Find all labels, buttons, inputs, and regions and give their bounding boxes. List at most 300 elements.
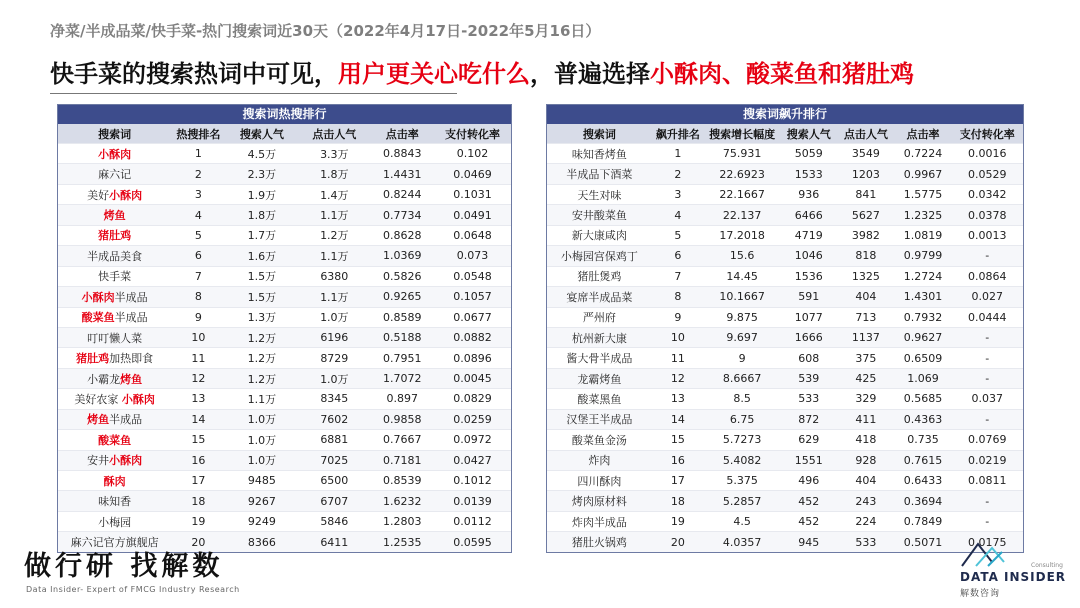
- search-popularity-cell: 6466: [780, 205, 837, 225]
- hot-rank-cell: 6: [171, 246, 225, 266]
- click-popularity-cell: 7025: [298, 450, 370, 470]
- search-term-cell: 汉堡王半成品: [547, 409, 652, 429]
- conversion-rate-cell: 0.0016: [952, 144, 1023, 164]
- search-term-cell: 四川酥肉: [547, 471, 652, 491]
- search-popularity-cell: 2.3万: [226, 164, 298, 184]
- table-row: [547, 164, 1023, 184]
- table-row: [547, 307, 1023, 327]
- conversion-rate-cell: 0.0972: [434, 430, 511, 450]
- click-rate-cell: 0.7181: [371, 450, 434, 470]
- search-term-text: 小梅园: [98, 515, 132, 529]
- table-row: [547, 368, 1023, 388]
- search-term-highlight: 小酥肉: [109, 188, 143, 202]
- search-growth-cell: 75.931: [704, 144, 780, 164]
- click-rate-cell: 0.3694: [894, 491, 951, 511]
- hot-rank-cell: 3: [171, 184, 225, 204]
- table-row: [547, 430, 1023, 450]
- conversion-rate-cell: -: [952, 348, 1023, 368]
- search-popularity-cell: 1.0万: [226, 430, 298, 450]
- conversion-rate-cell: 0.0342: [952, 184, 1023, 204]
- search-term-highlight: 烤鱼: [103, 209, 126, 223]
- conversion-rate-cell: 0.0829: [434, 389, 511, 409]
- hot-rank-cell: 1: [171, 144, 225, 164]
- click-rate-cell: 0.8244: [371, 184, 434, 204]
- click-rate-cell: 0.9627: [894, 327, 951, 347]
- table-row: [58, 389, 511, 409]
- headline-highlight-2: 小酥肉、酸菜鱼和猪肚鸡: [650, 60, 914, 88]
- click-popularity-cell: 5627: [837, 205, 894, 225]
- click-popularity-cell: 375: [837, 348, 894, 368]
- click-rate-cell: 1.4431: [371, 164, 434, 184]
- table-row: [58, 368, 511, 388]
- click-rate-cell: 1.2325: [894, 205, 951, 225]
- search-term-cell: 炸肉: [547, 450, 652, 470]
- click-rate-cell: 0.897: [371, 389, 434, 409]
- conversion-rate-cell: 0.027: [952, 287, 1023, 307]
- search-growth-cell: 8.5: [704, 389, 780, 409]
- search-term-cell: [58, 511, 171, 531]
- search-popularity-cell: 936: [780, 184, 837, 204]
- search-popularity-cell: 1.7万: [226, 225, 298, 245]
- search-popularity-cell: 1.5万: [226, 287, 298, 307]
- rise-rank-cell: 15: [652, 430, 704, 450]
- click-popularity-cell: 1.0万: [298, 307, 370, 327]
- search-term-cell: [58, 287, 171, 307]
- search-term-highlight: 酸菜鱼: [81, 311, 115, 325]
- search-popularity-cell: 533: [780, 389, 837, 409]
- hot-rank-cell: 20: [171, 532, 225, 552]
- click-popularity-cell: 1.1万: [298, 246, 370, 266]
- rise-rank-cell: 17: [652, 471, 704, 491]
- click-popularity-cell: 404: [837, 471, 894, 491]
- rise-rank-cell: 5: [652, 225, 704, 245]
- search-growth-cell: 6.75: [704, 409, 780, 429]
- col-header-growth: 搜索增长幅度: [704, 124, 780, 144]
- conversion-rate-cell: 0.0896: [434, 348, 511, 368]
- conversion-rate-cell: -: [952, 409, 1023, 429]
- table-row: [58, 205, 511, 225]
- click-popularity-cell: 411: [837, 409, 894, 429]
- click-rate-cell: 0.7932: [894, 307, 951, 327]
- search-popularity-cell: 452: [780, 491, 837, 511]
- hot-rank-cell: 5: [171, 225, 225, 245]
- conversion-rate-cell: 0.0648: [434, 225, 511, 245]
- search-term-suffix: 半成品: [114, 311, 148, 325]
- rise-rank-cell: 7: [652, 266, 704, 286]
- conversion-rate-cell: 0.0427: [434, 450, 511, 470]
- search-term-text: 小霸龙: [87, 372, 121, 386]
- click-rate-cell: 0.7849: [894, 511, 951, 531]
- rise-rank-cell: 8: [652, 287, 704, 307]
- search-growth-cell: 14.45: [704, 266, 780, 286]
- click-rate-cell: 0.9799: [894, 246, 951, 266]
- click-popularity-cell: 1.2万: [298, 225, 370, 245]
- conversion-rate-cell: 0.1012: [434, 471, 511, 491]
- search-popularity-cell: 1.2万: [226, 368, 298, 388]
- search-popularity-cell: 539: [780, 368, 837, 388]
- search-popularity-cell: 1046: [780, 246, 837, 266]
- search-term-cell: 酸菜黑鱼: [547, 389, 652, 409]
- conversion-rate-cell: 0.0175: [952, 532, 1023, 552]
- headline-part3: ，普遍选择: [530, 60, 650, 88]
- search-popularity-cell: 496: [780, 471, 837, 491]
- search-growth-cell: 22.6923: [704, 164, 780, 184]
- search-term-highlight: 酥肉: [103, 474, 126, 488]
- table-row: [58, 287, 511, 307]
- table-row: [547, 266, 1023, 286]
- headline-underline: [50, 93, 457, 94]
- click-popularity-cell: 1.8万: [298, 164, 370, 184]
- search-growth-cell: 8.6667: [704, 368, 780, 388]
- table-row: [547, 491, 1023, 511]
- hot-rank-cell: 16: [171, 450, 225, 470]
- table-row: [547, 225, 1023, 245]
- conversion-rate-cell: -: [952, 368, 1023, 388]
- hot-rank-cell: 4: [171, 205, 225, 225]
- conversion-rate-cell: 0.0013: [952, 225, 1023, 245]
- col-header-search: 搜索人气: [780, 124, 837, 144]
- hot-rank-cell: 2: [171, 164, 225, 184]
- search-term-highlight: 猪肚鸡: [98, 229, 132, 243]
- search-growth-cell: 9.875: [704, 307, 780, 327]
- hot-rank-cell: 18: [171, 491, 225, 511]
- hot-rank-cell: 9: [171, 307, 225, 327]
- search-term-text: 麻六记官方旗舰店: [70, 536, 159, 550]
- search-term-cell: 宴席半成品菜: [547, 287, 652, 307]
- search-term-cell: [58, 266, 171, 286]
- table-row: [58, 144, 511, 164]
- click-rate-cell: 1.5775: [894, 184, 951, 204]
- search-term-highlight: 烤鱼: [120, 372, 143, 386]
- conversion-rate-cell: 0.0769: [952, 430, 1023, 450]
- hot-rank-cell: 10: [171, 327, 225, 347]
- conversion-rate-cell: -: [952, 327, 1023, 347]
- click-popularity-cell: 533: [837, 532, 894, 552]
- search-popularity-cell: 1.6万: [226, 246, 298, 266]
- hot-rank-cell: 19: [171, 511, 225, 531]
- click-popularity-cell: 7602: [298, 409, 370, 429]
- table-row: [58, 430, 511, 450]
- conversion-rate-cell: -: [952, 511, 1023, 531]
- rise-rank-cell: 14: [652, 409, 704, 429]
- search-term-text: 味知香: [98, 495, 132, 509]
- search-term-cell: 味知香烤鱼: [547, 144, 652, 164]
- click-rate-cell: 0.7951: [371, 348, 434, 368]
- search-term-highlight: 小酥肉: [121, 392, 155, 406]
- search-popularity-cell: 9485: [226, 471, 298, 491]
- search-term-highlight: 烤鱼: [87, 413, 110, 427]
- search-popularity-cell: 945: [780, 532, 837, 552]
- table-row: [547, 246, 1023, 266]
- search-term-cell: 烤肉原材料: [547, 491, 652, 511]
- search-popularity-cell: 452: [780, 511, 837, 531]
- click-rate-cell: 0.6509: [894, 348, 951, 368]
- search-term-cell: 酸菜鱼金汤: [547, 430, 652, 450]
- table-row: [58, 266, 511, 286]
- headline: [50, 54, 914, 89]
- table-row: [547, 205, 1023, 225]
- search-term-cell: [58, 225, 171, 245]
- search-growth-cell: 22.137: [704, 205, 780, 225]
- search-term-cell: [58, 164, 171, 184]
- click-popularity-cell: 418: [837, 430, 894, 450]
- table-row: [58, 327, 511, 347]
- conversion-rate-cell: 0.0219: [952, 450, 1023, 470]
- search-term-suffix: 半成品: [114, 290, 148, 304]
- hot-rank-cell: 12: [171, 368, 225, 388]
- search-growth-cell: 17.2018: [704, 225, 780, 245]
- search-term-suffix: 加热即食: [109, 352, 154, 366]
- click-popularity-cell: 6707: [298, 491, 370, 511]
- rise-rank-cell: 20: [652, 532, 704, 552]
- search-term-cell: [58, 389, 171, 409]
- click-popularity-cell: 3.3万: [298, 144, 370, 164]
- search-popularity-cell: 1.2万: [226, 348, 298, 368]
- table-row: [58, 511, 511, 531]
- click-popularity-cell: 1.4万: [298, 184, 370, 204]
- search-popularity-cell: 1.3万: [226, 307, 298, 327]
- conversion-rate-cell: 0.0469: [434, 164, 511, 184]
- col-header-click: 点击人气: [837, 124, 894, 144]
- click-popularity-cell: 841: [837, 184, 894, 204]
- search-term-text: 麻六记: [98, 168, 132, 182]
- search-popularity-cell: 1536: [780, 266, 837, 286]
- click-rate-cell: 0.8589: [371, 307, 434, 327]
- click-rate-cell: 1.0819: [894, 225, 951, 245]
- table-row: [547, 184, 1023, 204]
- click-rate-cell: 1.2803: [371, 511, 434, 531]
- click-rate-cell: 0.8843: [371, 144, 434, 164]
- click-popularity-cell: 1137: [837, 327, 894, 347]
- click-rate-cell: 0.735: [894, 430, 951, 450]
- click-popularity-cell: 6500: [298, 471, 370, 491]
- click-popularity-cell: 1.0万: [298, 368, 370, 388]
- search-growth-cell: 5.2857: [704, 491, 780, 511]
- click-popularity-cell: 6380: [298, 266, 370, 286]
- search-growth-cell: 15.6: [704, 246, 780, 266]
- click-popularity-cell: 5846: [298, 511, 370, 531]
- hot-search-table-title: 搜索词热搜排行: [58, 105, 511, 124]
- click-popularity-cell: 8729: [298, 348, 370, 368]
- conversion-rate-cell: 0.1057: [434, 287, 511, 307]
- search-term-cell: 安井酸菜鱼: [547, 205, 652, 225]
- search-term-cell: [58, 144, 171, 164]
- search-popularity-cell: 1.9万: [226, 184, 298, 204]
- hot-rank-cell: 7: [171, 266, 225, 286]
- search-term-text: 美好: [87, 188, 110, 202]
- conversion-rate-cell: 0.0864: [952, 266, 1023, 286]
- search-growth-cell: 5.375: [704, 471, 780, 491]
- click-rate-cell: 0.9967: [894, 164, 951, 184]
- search-term-cell: 天生对味: [547, 184, 652, 204]
- search-term-cell: 严州府: [547, 307, 652, 327]
- table-row: [58, 471, 511, 491]
- conversion-rate-cell: 0.0444: [952, 307, 1023, 327]
- brand-name: DATA INSIDER: [960, 570, 1067, 584]
- click-popularity-cell: 404: [837, 287, 894, 307]
- search-term-cell: 酱大骨半成品: [547, 348, 652, 368]
- click-rate-cell: 0.5826: [371, 266, 434, 286]
- search-term-highlight: 酸菜鱼: [98, 433, 132, 447]
- search-term-cell: [58, 450, 171, 470]
- hot-rank-cell: 8: [171, 287, 225, 307]
- click-popularity-cell: 6196: [298, 327, 370, 347]
- headline-part1: 快手菜的搜索热词中可见，: [50, 60, 338, 88]
- search-growth-cell: 4.5: [704, 511, 780, 531]
- col-header-term: 搜索词: [547, 124, 652, 144]
- click-rate-cell: 0.7667: [371, 430, 434, 450]
- rise-rank-cell: 13: [652, 389, 704, 409]
- search-growth-cell: 9.697: [704, 327, 780, 347]
- click-rate-cell: 1.0369: [371, 246, 434, 266]
- col-header-rise-rank: 飙升排名: [652, 124, 704, 144]
- rise-rank-cell: 10: [652, 327, 704, 347]
- search-popularity-cell: 8366: [226, 532, 298, 552]
- click-popularity-cell: 425: [837, 368, 894, 388]
- brand-consulting-label: Consulting: [1031, 562, 1063, 569]
- rise-rank-cell: 3: [652, 184, 704, 204]
- table-row: [58, 225, 511, 245]
- click-rate-cell: 0.7734: [371, 205, 434, 225]
- click-rate-cell: 0.8628: [371, 225, 434, 245]
- search-popularity-cell: 1.8万: [226, 205, 298, 225]
- search-term-cell: [58, 409, 171, 429]
- conversion-rate-cell: 0.037: [952, 389, 1023, 409]
- search-term-cell: 杭州新大康: [547, 327, 652, 347]
- search-growth-cell: 5.7273: [704, 430, 780, 450]
- search-term-cell: 猪肚火锅鸡: [547, 532, 652, 552]
- search-popularity-cell: 5059: [780, 144, 837, 164]
- conversion-rate-cell: 0.0139: [434, 491, 511, 511]
- search-popularity-cell: 1.0万: [226, 450, 298, 470]
- conversion-rate-cell: 0.0548: [434, 266, 511, 286]
- table-row: [547, 409, 1023, 429]
- search-term-cell: [58, 368, 171, 388]
- click-popularity-cell: 713: [837, 307, 894, 327]
- search-popularity-cell: 872: [780, 409, 837, 429]
- search-popularity-cell: 1533: [780, 164, 837, 184]
- conversion-rate-cell: 0.0112: [434, 511, 511, 531]
- search-growth-cell: 10.1667: [704, 287, 780, 307]
- col-header-rank: 热搜排名: [171, 124, 225, 144]
- search-term-text: 快手菜: [98, 270, 132, 284]
- rise-rank-cell: 11: [652, 348, 704, 368]
- search-growth-cell: 9: [704, 348, 780, 368]
- table-row: [547, 348, 1023, 368]
- rise-table-header-row: [547, 124, 1023, 144]
- click-rate-cell: 1.069: [894, 368, 951, 388]
- table-row: [547, 471, 1023, 491]
- rise-rank-cell: 1: [652, 144, 704, 164]
- click-popularity-cell: 3982: [837, 225, 894, 245]
- search-popularity-cell: 9249: [226, 511, 298, 531]
- click-popularity-cell: 1325: [837, 266, 894, 286]
- search-popularity-cell: 4.5万: [226, 144, 298, 164]
- conversion-rate-cell: 0.102: [434, 144, 511, 164]
- table-row: [547, 144, 1023, 164]
- click-rate-cell: 0.8539: [371, 471, 434, 491]
- footer-slogan-english: Data Insider- Expert of FMCG Industry Research: [26, 585, 240, 594]
- search-popularity-cell: 1.5万: [226, 266, 298, 286]
- click-rate-cell: 1.2535: [371, 532, 434, 552]
- search-term-cell: [58, 184, 171, 204]
- click-popularity-cell: 1.1万: [298, 205, 370, 225]
- conversion-rate-cell: 0.0529: [952, 164, 1023, 184]
- rise-rank-cell: 12: [652, 368, 704, 388]
- rise-rank-cell: 4: [652, 205, 704, 225]
- search-term-highlight: 小酥肉: [98, 147, 132, 161]
- search-term-text: 叮叮懒人菜: [87, 331, 143, 345]
- click-rate-cell: 0.4363: [894, 409, 951, 429]
- search-term-text: 半成品美食: [87, 249, 143, 263]
- search-popularity-cell: 629: [780, 430, 837, 450]
- table-row: [547, 327, 1023, 347]
- search-growth-cell: 5.4082: [704, 450, 780, 470]
- click-rate-cell: 0.9858: [371, 409, 434, 429]
- col-header-conversion: 支付转化率: [952, 124, 1023, 144]
- search-growth-cell: 4.0357: [704, 532, 780, 552]
- search-term-highlight: 小酥肉: [109, 454, 143, 468]
- hot-rank-cell: 15: [171, 430, 225, 450]
- footer-slogan: 做行研 找解数: [24, 551, 224, 582]
- rise-rank-cell: 2: [652, 164, 704, 184]
- search-popularity-cell: 9267: [226, 491, 298, 511]
- table-row: [58, 450, 511, 470]
- click-rate-cell: 0.5188: [371, 327, 434, 347]
- click-rate-cell: 0.5685: [894, 389, 951, 409]
- conversion-rate-cell: 0.0677: [434, 307, 511, 327]
- conversion-rate-cell: 0.0882: [434, 327, 511, 347]
- conversion-rate-cell: 0.1031: [434, 184, 511, 204]
- search-popularity-cell: 591: [780, 287, 837, 307]
- hot-rank-cell: 17: [171, 471, 225, 491]
- col-header-ctr: 点击率: [371, 124, 434, 144]
- click-rate-cell: 1.7072: [371, 368, 434, 388]
- hot-search-table: [57, 104, 512, 553]
- click-rate-cell: 0.9265: [371, 287, 434, 307]
- search-term-cell: 半成品下酒菜: [547, 164, 652, 184]
- conversion-rate-cell: -: [952, 491, 1023, 511]
- search-popularity-cell: 1.2万: [226, 327, 298, 347]
- table-row: [58, 409, 511, 429]
- col-header-conversion: 支付转化率: [434, 124, 511, 144]
- search-term-cell: [58, 471, 171, 491]
- click-popularity-cell: 1.1万: [298, 287, 370, 307]
- rising-search-table-title: 搜索词飙升排行: [547, 105, 1023, 124]
- col-header-search: 搜索人气: [226, 124, 298, 144]
- rise-rank-cell: 16: [652, 450, 704, 470]
- click-popularity-cell: 818: [837, 246, 894, 266]
- table-row: [547, 389, 1023, 409]
- hot-rank-cell: 11: [171, 348, 225, 368]
- table-row: [58, 184, 511, 204]
- brand-chinese-name: 解数咨询: [960, 589, 1001, 599]
- conversion-rate-cell: 0.073: [434, 246, 511, 266]
- click-popularity-cell: 243: [837, 491, 894, 511]
- hot-rank-cell: 14: [171, 409, 225, 429]
- search-term-suffix: 半成品: [109, 413, 143, 427]
- rise-rank-cell: 18: [652, 491, 704, 511]
- rise-rank-cell: 19: [652, 511, 704, 531]
- search-term-cell: 新大康咸肉: [547, 225, 652, 245]
- subtitle: 净菜/半成品菜/快手菜-热门搜索词近30天（2022年4月17日-2022年5月16日）: [50, 22, 601, 40]
- rise-rank-cell: 6: [652, 246, 704, 266]
- table-row: [547, 511, 1023, 531]
- search-popularity-cell: 608: [780, 348, 837, 368]
- search-term-text: 安井: [87, 454, 110, 468]
- col-header-click: 点击人气: [298, 124, 370, 144]
- search-popularity-cell: 1.0万: [226, 409, 298, 429]
